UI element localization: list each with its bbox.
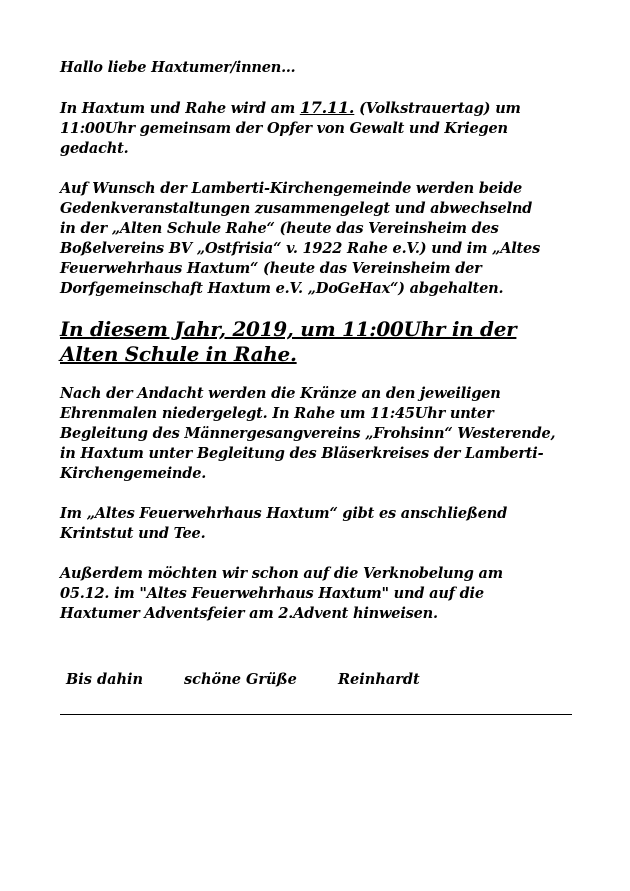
paragraph-venues — [60, 179, 580, 299]
paragraph-date — [60, 98, 580, 159]
paragraph-venues-line-3: in der „Alten Schule Rahe“ (heute das Vereinsheim des — [60, 220, 499, 237]
paragraph-announcements-line-2: 05.12. im "Altes Feuerwehrhaus Haxtum" und auf die — [60, 585, 484, 602]
paragraph-venues-line-2: Gedenkveranstaltungen zusammengelegt und abwechselnd — [60, 200, 533, 217]
closing-until-then: Bis dahin — [66, 671, 144, 688]
headline-line-2: Alten Schule in Rahe. — [60, 342, 297, 366]
date-outro: (Volkstrauertag) um — [354, 100, 521, 117]
paragraph-announcements — [60, 564, 580, 624]
greeting: Hallo liebe Haxtumer/innen… — [60, 59, 296, 76]
paragraph-venues-line-1: Auf Wunsch der Lamberti-Kirchengemeinde werden beide — [60, 180, 523, 197]
event-date: 17.11. — [299, 98, 355, 117]
horizontal-rule — [60, 714, 572, 715]
headline-line-1: In diesem Jahr, 2019, um 11:00Uhr in der — [60, 317, 517, 341]
letter-body — [60, 58, 580, 624]
paragraph-venues-line-5: Feuerwehrhaus Haxtum“ (heute das Vereinsheim der — [60, 260, 482, 277]
paragraph-tea-line-2: Krintstut und Tee. — [60, 525, 206, 542]
paragraph-wreaths-line-1: Nach der Andacht werden die Kränze an den jeweiligen — [60, 385, 501, 402]
paragraph-wreaths-line-3: Begleitung des Männergesangvereins „Frohsinn“ Westerende, — [60, 425, 556, 442]
paragraph-date-line-3: gedacht. — [60, 140, 129, 157]
headline — [60, 317, 580, 367]
paragraph-tea-line-1: Im „Altes Feuerwehrhaus Haxtum“ gibt es anschließend — [60, 505, 508, 522]
paragraph-venues-line-4: Boßelvereins BV „Ostfrisia“ v. 1922 Rahe e.V.) und im „Altes — [60, 240, 541, 257]
date-intro: In Haxtum und Rahe wird am — [60, 100, 300, 117]
paragraph-date-line-2: 11:00Uhr gemeinsam der Opfer von Gewalt und Kriegen — [60, 120, 508, 137]
paragraph-wreaths-line-4: in Haxtum unter Begleitung des Bläserkreises der Lamberti- — [60, 445, 544, 462]
paragraph-wreaths-line-2: Ehrenmalen niedergelegt. In Rahe um 11:45Uhr unter — [60, 405, 494, 422]
paragraph-tea — [60, 504, 580, 544]
signature: Reinhardt — [338, 671, 420, 688]
paragraph-venues-line-6: Dorfgemeinschaft Haxtum e.V. „DoGeHax“) abgehalten. — [60, 280, 504, 297]
paragraph-wreaths — [60, 384, 580, 484]
paragraph-wreaths-line-5: Kirchengemeinde. — [60, 465, 207, 482]
closing-greetings: schöne Grüße — [184, 671, 297, 688]
paragraph-announcements-line-1: Außerdem möchten wir schon auf die Verknobelung am — [60, 565, 503, 582]
paragraph-date-line-1 — [60, 98, 580, 119]
paragraph-announcements-line-3: Haxtumer Adventsfeier am 2.Advent hinweisen. — [60, 605, 438, 622]
